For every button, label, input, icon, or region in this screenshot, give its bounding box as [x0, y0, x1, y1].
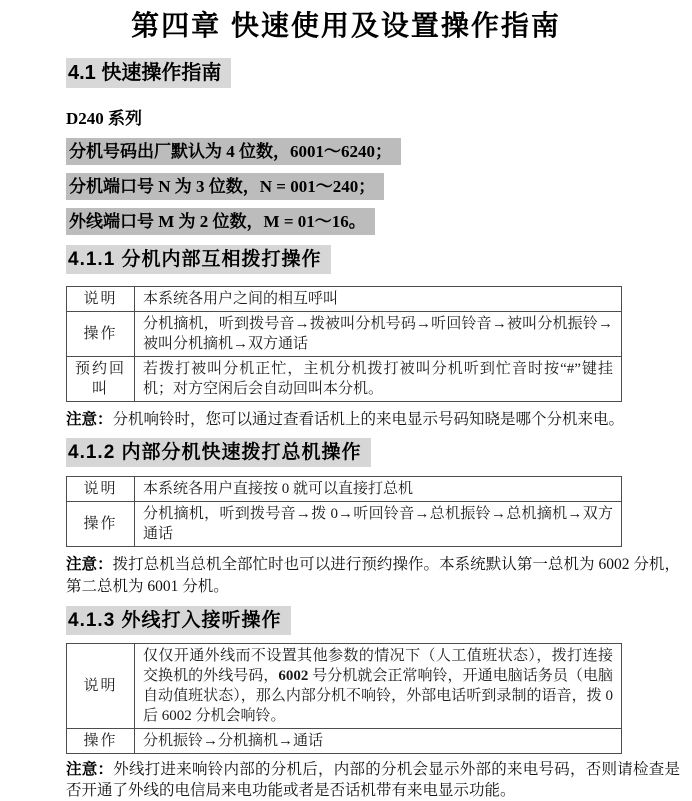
incoming-call-table	[66, 643, 622, 754]
subsection-4-1-2-heading-label: 4.1.2 内部分机快速拨打总机操作	[66, 438, 371, 467]
operator-dialing-table	[66, 476, 622, 547]
highlight-line-trunk-port-text: 外线端口号 M 为 2 位数，M = 01～16。	[66, 208, 375, 235]
highlight-line-extension-port	[66, 173, 680, 200]
document-body	[66, 58, 680, 801]
row-value-operation: 分机振铃→分机摘机→通话	[135, 729, 622, 754]
internal-dialing-table	[66, 286, 622, 402]
row-value-operation: 分机摘机，听到拨号音→拨被叫分机号码→听回铃音→被叫分机振铃→被叫分机摘机→双方通话	[135, 312, 622, 357]
subsection-4-1-2-heading	[66, 438, 680, 467]
row-label-shuoming: 说明	[67, 644, 135, 729]
table-row	[67, 644, 622, 729]
table-row	[67, 312, 622, 357]
highlight-line-extension-number	[66, 138, 680, 165]
subsection-4-1-3-heading-label: 4.1.3 外线打入接听操作	[66, 606, 291, 635]
note-text: 分机响铃时，您可以通过查看话机上的来电显示号码知晓是哪个分机来电。	[112, 411, 625, 428]
row-label-caozuo: 操作	[67, 312, 135, 357]
row-value-description: 本系统各用户直接按 0 就可以直接打总机	[135, 477, 622, 502]
table-row	[67, 357, 622, 402]
chapter-title: 第四章 快速使用及设置操作指南	[131, 10, 561, 41]
row-value-description	[135, 644, 622, 729]
table-row	[67, 287, 622, 312]
table-row	[67, 502, 622, 547]
table-row	[67, 477, 622, 502]
description-part-1: 仅仅开通外线而不设置其他参数的情况下（人工值班状态），拨打连接交换机的外线号码，	[143, 648, 613, 684]
note-incoming-call	[66, 759, 680, 801]
series-label: D240 系列	[66, 109, 143, 128]
highlight-line-extension-number-text: 分机号码出厂默认为 4 位数，6001～6240；	[66, 138, 401, 165]
row-label-caozuo: 操作	[67, 502, 135, 547]
note-label: 注意：	[66, 761, 114, 778]
row-label-caozuo: 操作	[67, 729, 135, 754]
highlight-line-trunk-port	[66, 208, 680, 235]
subsection-4-1-1-heading-label: 4.1.1 分机内部互相拨打操作	[66, 245, 331, 274]
description-part-2: 号分机就会正常响铃，开通电脑话务员（电脑自动值班状态），那么内部分机不响铃，外部电话听到录制的语音，拨 0 后 6002 分机会响铃。	[143, 668, 613, 724]
subsection-4-1-3-heading	[66, 606, 680, 635]
highlight-line-extension-port-text: 分机端口号 N 为 3 位数，N = 001～240；	[66, 173, 384, 200]
section-4-1-heading	[66, 58, 680, 88]
row-label-shuoming: 说明	[67, 287, 135, 312]
row-value-callback: 若拨打被叫分机正忙，主机分机拨打被叫分机听到忙音时按“#”键挂机；对方空闲后会自动回叫本分机。	[135, 357, 622, 402]
row-value-operation: 分机摘机，听到拨号音→拨 0→听回铃音→总机振铃→总机摘机→双方通话	[135, 502, 622, 547]
note-internal-dialing	[66, 409, 680, 431]
subsection-4-1-1-heading	[66, 245, 680, 274]
note-operator-dialing	[66, 554, 680, 598]
note-label: 注意：	[66, 411, 113, 428]
table-row	[67, 729, 622, 754]
description-part-bold-6002: 6002	[278, 668, 309, 684]
row-label-callback: 预约回叫	[67, 357, 135, 402]
section-4-1-heading-label: 4.1 快速操作指南	[66, 58, 231, 88]
note-text: 外线打进来响铃内部的分机后，内部的分机会显示外部的来电号码，否则请检查是否开通了外线的电信局来电功能或者是否话机带有来电显示功能。	[66, 761, 680, 799]
note-text: 拨打总机当总机全部忙时也可以进行预约操作。本系统默认第一总机为 6002 分机，第二总机为 6001 分机。	[66, 556, 680, 595]
row-label-shuoming: 说明	[67, 477, 135, 502]
note-label: 注意：	[66, 556, 113, 573]
row-value-description: 本系统各用户之间的相互呼叫	[135, 287, 622, 312]
